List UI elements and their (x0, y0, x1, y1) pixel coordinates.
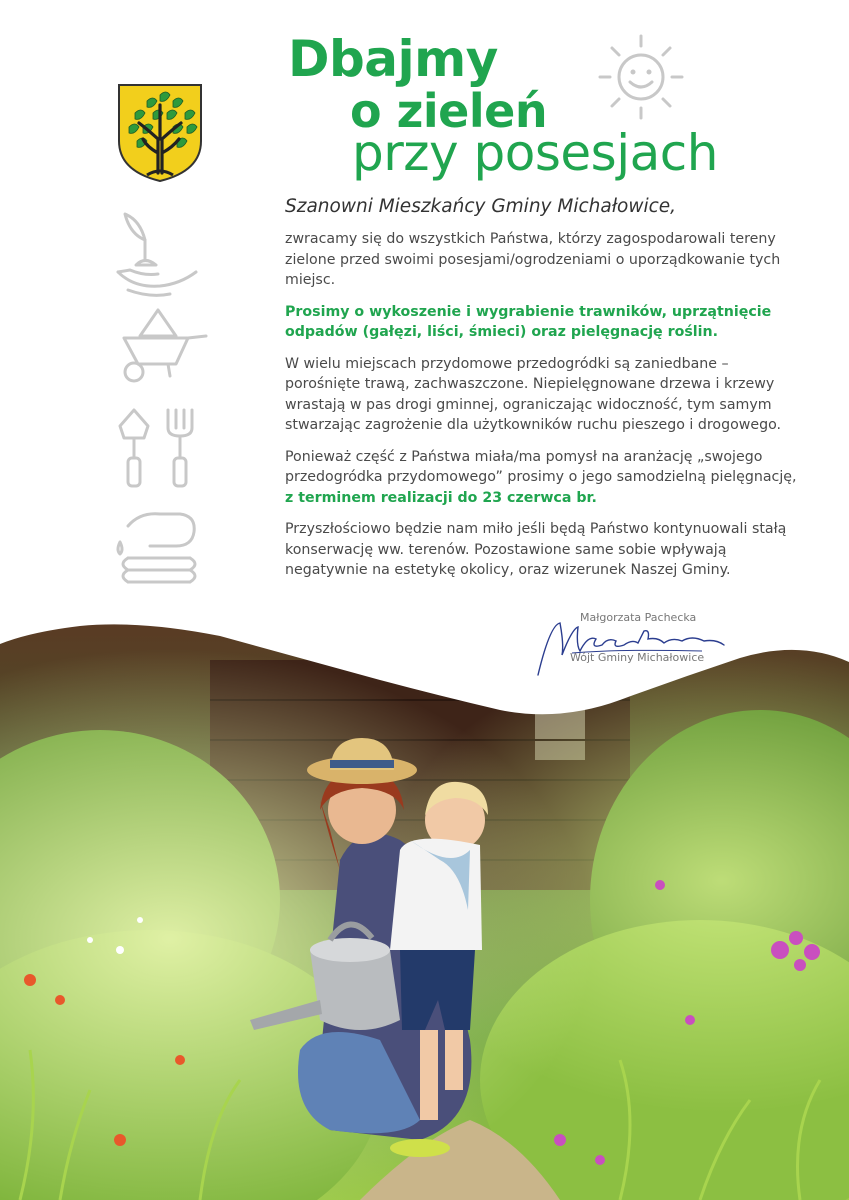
garden-icons-column (110, 210, 210, 595)
letter-body (285, 196, 805, 592)
hand-sprout-icon (118, 214, 196, 295)
paragraph-intro: zwracamy się do wszystkich Państwa, którzy zagospodarowali tereny zielone przed swoimi posesjami/ogrodzeniami o uporządkowanie tych miejsc. (285, 231, 781, 288)
paragraph-problem: W wielu miejscach przydomowe przedogródki są zaniedbane – porośnięte trawą, zachwaszczone. Niepielęgnowane drzewa i krzewy wrastają w pas drogi gminnej, ograniczając widoczność, tym samym stwarzając zagrożenie dla użytkowników ruchu pieszego i drogowego. (285, 355, 782, 433)
headline-line-2: o zieleń (350, 84, 548, 138)
trowel-fork-icon (120, 410, 192, 486)
signer-role-overlay: Wójt Gminy Michałowice (570, 651, 705, 664)
signature-block-overlay (532, 605, 742, 685)
headline-line-1: Dbajmy (288, 30, 498, 88)
deadline-highlight: z terminem realizacji do 23 czerwca br. (285, 489, 597, 506)
wheelbarrow-icon (124, 310, 206, 381)
headline (0, 0, 849, 190)
paragraph-deadline (285, 447, 805, 509)
greeting: Szanowni Mieszkańcy Gminy Michałowice, (285, 196, 677, 217)
signer-name-overlay: Małgorzata Pachecka (580, 611, 697, 624)
handwritten-signature-overlay (532, 605, 732, 685)
paragraph-future: Przyszłościowo będzie nam miło jeśli będą Państwo kontynuowali stałą konserwację ww. terenów. Pozostawione same sobie wpływają negatywnie na estetykę okolicy, oraz wizerunek Naszej Gminy. (285, 521, 787, 578)
sun-icon (596, 32, 686, 122)
hose-icon (118, 514, 195, 582)
paragraph-request: Prosimy o wykoszenie i wygrabienie trawników, uprzątnięcie odpadów (gałęzi, liści, śmieci) oraz pielęgnację roślin. (285, 303, 772, 340)
deadline-lead: Ponieważ część z Państwa miała/ma pomysł na aranżację „swojego przedogródka przydomowego” prosimy o jego samodzielną pielęgnację, (285, 448, 797, 485)
headline-line-3: przy posesjach (352, 124, 718, 182)
